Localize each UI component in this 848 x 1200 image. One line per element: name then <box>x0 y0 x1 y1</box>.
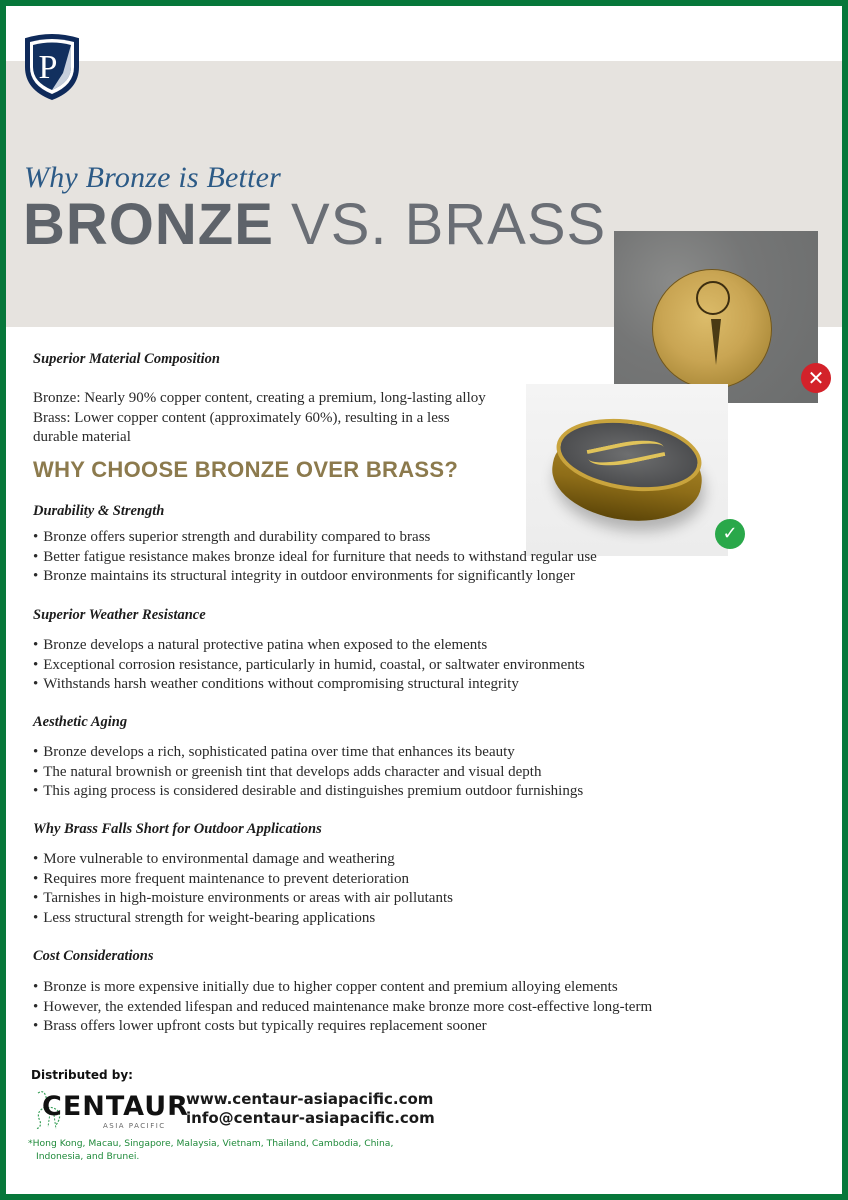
x-circle-icon: ✕ <box>801 363 831 393</box>
regions-line: *Hong Kong, Macau, Singapore, Malaysia, Vietnam, Thailand, Cambodia, China, <box>28 1138 394 1149</box>
shield-logo-icon <box>23 33 81 101</box>
composition-line: durable material <box>33 429 131 445</box>
list-item: • Bronze offers superior strength and durability compared to brass <box>33 528 597 548</box>
golf-ball-icon <box>696 281 730 315</box>
section-title-weather: Superior Weather Resistance <box>33 607 206 623</box>
regions-note <box>28 1137 448 1163</box>
durability-list <box>33 528 597 587</box>
list-item: • The natural brownish or greenish tint that develops adds character and visual depth <box>33 763 583 783</box>
list-item: • Withstands harsh weather conditions without compromising structural integrity <box>33 675 585 695</box>
title-vs-brass: VS. BRASS <box>273 192 607 257</box>
aesthetic-list <box>33 743 583 802</box>
list-item: • Brass offers lower upfront costs but typically requires replacement sooner <box>33 1017 652 1037</box>
composition-line: Bronze: Nearly 90% copper content, creating a premium, long-lasting alloy <box>33 390 486 406</box>
golf-tee-icon <box>711 319 721 365</box>
list-item: • Tarnishes in high-moisture environments or areas with air pollutants <box>33 889 453 909</box>
main-heading: WHY CHOOSE BRONZE OVER BRASS? <box>33 457 459 482</box>
section-title-aesthetic: Aesthetic Aging <box>33 714 128 730</box>
cost-list <box>33 978 652 1037</box>
check-circle-icon: ✓ <box>715 519 745 549</box>
distributed-by-label: Distributed by: <box>31 1068 133 1082</box>
list-item: • Requires more frequent maintenance to prevent deterioration <box>33 870 453 890</box>
website-link[interactable]: www.centaur-asiapacific.com <box>186 1090 434 1108</box>
centaur-subtitle: ASIA PACIFIC <box>103 1122 166 1130</box>
composition-title: Superior Material Composition <box>33 351 220 367</box>
list-item: • Bronze is more expensive initially due to higher copper content and premium alloying elements <box>33 978 652 998</box>
list-item: • However, the extended lifespan and reduced maintenance make bronze more cost-effective long-term <box>33 998 652 1018</box>
title-bronze: BRONZE <box>23 192 274 257</box>
section-title-durability: Durability & Strength <box>33 503 165 519</box>
weather-list <box>33 636 585 695</box>
regions-line: Indonesia, and Brunei. <box>36 1151 140 1162</box>
list-item: • Exceptional corrosion resistance, particularly in humid, coastal, or saltwater environments <box>33 656 585 676</box>
list-item: • Less structural strength for weight-bearing applications <box>33 909 453 929</box>
list-item: • Better fatigue resistance makes bronze ideal for furniture that needs to withstand regular use <box>33 548 597 568</box>
list-item: • This aging process is considered desirable and distinguishes premium outdoor furnishings <box>33 782 583 802</box>
centaur-wordmark: CENTAUR <box>42 1091 189 1122</box>
centaur-logo <box>30 1087 189 1133</box>
brass-plaque-image <box>614 231 818 403</box>
list-item: • More vulnerable to environmental damage and weathering <box>33 850 453 870</box>
brass-short-list <box>33 850 453 928</box>
page-subtitle: Why Bronze is Better <box>24 161 281 194</box>
list-item: • Bronze maintains its structural integrity in outdoor environments for significantly longer <box>33 567 597 587</box>
email-link[interactable]: info@centaur-asiapacific.com <box>186 1109 435 1127</box>
list-item: • Bronze develops a natural protective patina when exposed to the elements <box>33 636 585 656</box>
section-title-cost: Cost Considerations <box>33 948 154 964</box>
page-title <box>23 193 606 257</box>
list-item: • Bronze develops a rich, sophisticated patina over time that enhances its beauty <box>33 743 583 763</box>
svg-text:P: P <box>38 49 58 86</box>
composition-line: Brass: Lower copper content (approximately 60%), resulting in a less <box>33 409 450 426</box>
brass-coin <box>652 269 772 389</box>
composition-text <box>33 389 486 448</box>
section-title-brass-short: Why Brass Falls Short for Outdoor Applications <box>33 821 322 837</box>
